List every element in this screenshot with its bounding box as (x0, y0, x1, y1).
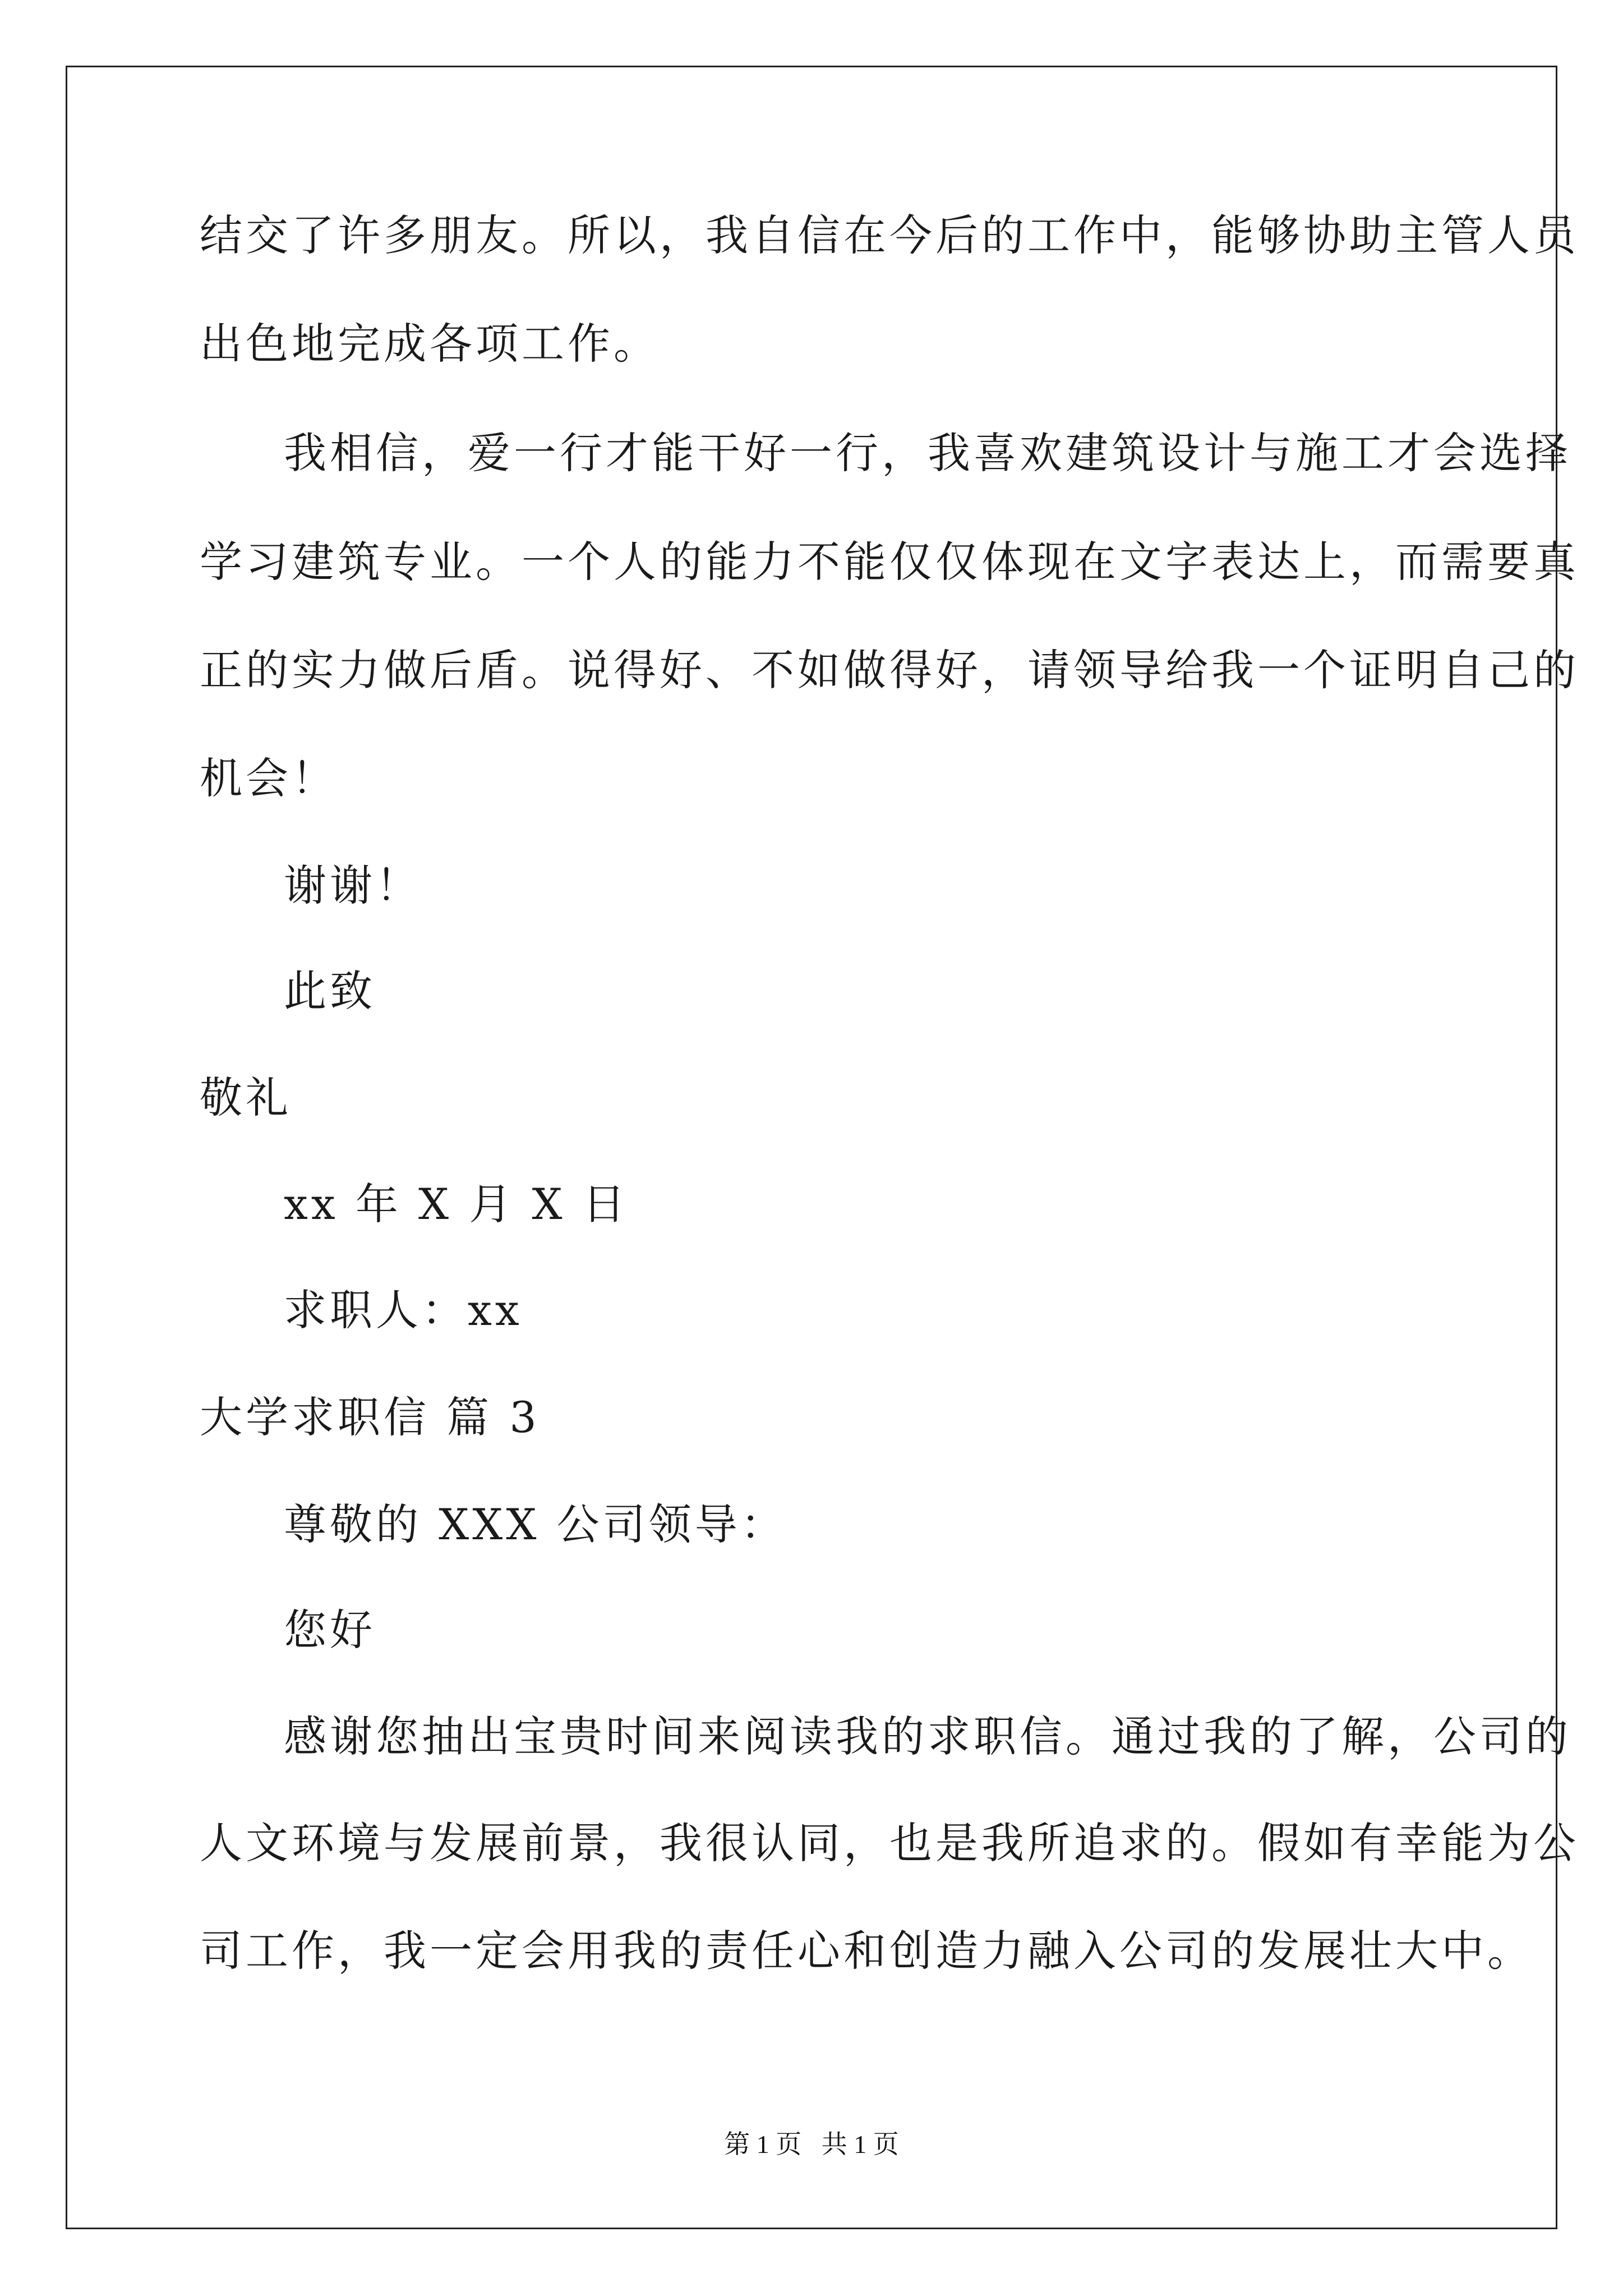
letter-greeting: 尊敬的 XXX 公司领导： (284, 1499, 787, 1549)
letter-date: xx 年 X 月 X 日 (284, 1179, 629, 1229)
closing-salutation: 此致 (284, 966, 376, 1016)
paragraph-line: 出色地完成各项工作。 (200, 319, 660, 369)
page-number: 第 1 页 (724, 2130, 802, 2159)
paragraph-line: 人文环境与发展前景，我很认同，也是我所追求的。假如有幸能为公 (200, 1818, 1579, 1868)
closing-regards: 敬礼 (200, 1073, 292, 1122)
paragraph-line: 学习建筑专业。一个人的能力不能仅仅体现在文字表达上，而需要真 (200, 537, 1579, 587)
paragraph-line: 结交了许多朋友。所以，我自信在今后的工作中，能够协助主管人员 (200, 210, 1579, 260)
page-footer (0, 2124, 1623, 2161)
letter-hello: 您好 (284, 1605, 376, 1655)
paragraph-line: 正的实力做后盾。说得好、不如做得好，请领导给我一个证明自己的 (200, 645, 1579, 695)
closing-thanks: 谢谢！ (284, 861, 422, 910)
paragraph-line: 机会！ (200, 753, 338, 803)
paragraph-line: 司工作，我一定会用我的责任心和创造力融入公司的发展壮大中。 (200, 1926, 1533, 1976)
paragraph-line: 我相信，爱一行才能干好一行，我喜欢建筑设计与施工才会选择 (284, 428, 1571, 478)
paragraph-line: 感谢您抽出宝贵时间来阅读我的求职信。通过我的了解，公司的 (284, 1711, 1571, 1761)
page-total: 共 1 页 (821, 2130, 899, 2159)
applicant-signature: 求职人：xx (284, 1285, 523, 1335)
document-body (200, 210, 1579, 1977)
section-heading: 大学求职信 篇 3 (200, 1392, 540, 1442)
